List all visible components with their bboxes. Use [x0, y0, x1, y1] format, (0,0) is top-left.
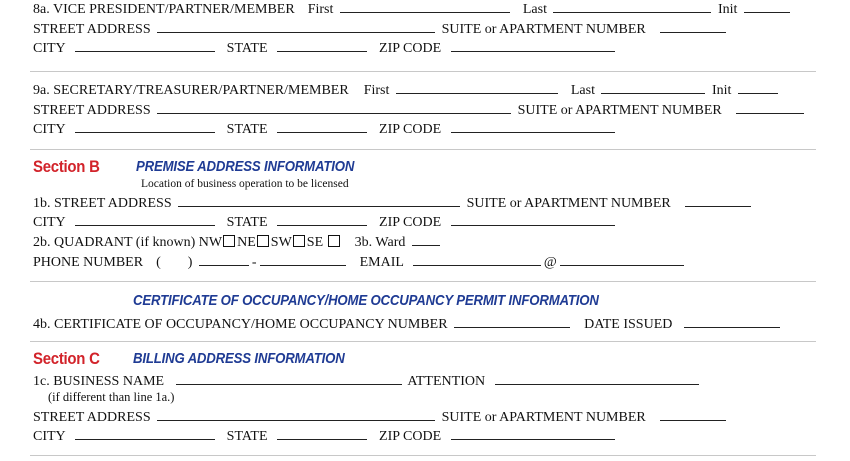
- sec-name-row: [33, 81, 781, 99]
- premise-street-row: [33, 194, 754, 212]
- vp-zip-label: ZIP CODE: [379, 41, 442, 56]
- email-user-field[interactable]: [413, 253, 541, 266]
- section-b-title: PREMISE ADDRESS INFORMATION: [136, 158, 355, 175]
- quadrant-label: 2b. QUADRANT (if known): [33, 235, 196, 250]
- billing-street-label: STREET ADDRESS: [33, 410, 151, 425]
- billing-business-field[interactable]: [176, 372, 402, 385]
- sec-street-row: [33, 101, 807, 119]
- premise-state-field[interactable]: [277, 213, 367, 226]
- sec-last-field[interactable]: [601, 81, 705, 94]
- premise-zip-field[interactable]: [451, 213, 615, 226]
- vp-zip-field[interactable]: [451, 39, 615, 52]
- phone-dash: -: [251, 255, 257, 270]
- billing-city-label: CITY: [33, 429, 66, 444]
- vp-first-label: First: [307, 2, 334, 17]
- phone-paren-open: (: [156, 255, 161, 270]
- vp-first-field[interactable]: [340, 0, 510, 13]
- vp-street-field[interactable]: [157, 20, 435, 33]
- sec-suite-label: SUITE or APARTMENT NUMBER: [517, 103, 722, 118]
- billing-state-field[interactable]: [277, 427, 367, 440]
- sec-city-label: CITY: [33, 122, 66, 137]
- divider: [30, 455, 816, 456]
- quadrant-nw-checkbox[interactable]: [223, 235, 235, 247]
- cofo-row: [33, 315, 783, 333]
- billing-zip-field[interactable]: [451, 427, 615, 440]
- billing-business-row: [33, 372, 702, 390]
- vp-state-field[interactable]: [277, 39, 367, 52]
- vp-city-row: [33, 39, 618, 57]
- billing-attention-label: ATTENTION: [407, 374, 486, 389]
- sec-suite-field[interactable]: [736, 101, 804, 114]
- premise-city-label: CITY: [33, 215, 66, 230]
- premise-suite-field[interactable]: [685, 194, 751, 207]
- phone-paren-close: ): [187, 255, 193, 270]
- sec-street-label: STREET ADDRESS: [33, 103, 151, 118]
- phone-line-field[interactable]: [260, 253, 346, 266]
- vp-last-label: Last: [522, 2, 547, 17]
- quadrant-row: [33, 233, 443, 251]
- sec-state-field[interactable]: [277, 120, 367, 133]
- sec-last-label: Last: [570, 83, 595, 98]
- premise-state-label: STATE: [226, 215, 268, 230]
- sec-zip-label: ZIP CODE: [379, 122, 442, 137]
- quadrant-se-label: SE: [306, 235, 324, 250]
- sec-state-label: STATE: [226, 122, 268, 137]
- section-b-label: Section B: [33, 157, 100, 176]
- quadrant-se-checkbox[interactable]: [328, 235, 340, 247]
- section-c-label: Section C: [33, 349, 100, 368]
- sec-street-field[interactable]: [157, 101, 511, 114]
- premise-city-row: [33, 213, 618, 231]
- sec-zip-field[interactable]: [451, 120, 615, 133]
- vp-init-label: Init: [717, 2, 738, 17]
- ward-field[interactable]: [412, 233, 440, 246]
- billing-suite-label: SUITE or APARTMENT NUMBER: [441, 410, 646, 425]
- billing-attention-field[interactable]: [495, 372, 699, 385]
- vp-state-label: STATE: [226, 41, 268, 56]
- cofo-number-field[interactable]: [454, 315, 570, 328]
- vp-street-row: [33, 20, 729, 38]
- quadrant-sw-label: SW: [270, 235, 292, 250]
- sec-city-field[interactable]: [75, 120, 215, 133]
- quadrant-ne-label: NE: [237, 235, 256, 250]
- email-label: EMAIL: [359, 255, 404, 270]
- billing-city-row: [33, 427, 618, 445]
- premise-zip-label: ZIP CODE: [379, 215, 442, 230]
- billing-suite-field[interactable]: [660, 408, 726, 421]
- quadrant-sw-checkbox[interactable]: [293, 235, 305, 247]
- sec-first-field[interactable]: [396, 81, 558, 94]
- quadrant-nw-label: NW: [198, 235, 223, 250]
- billing-zip-label: ZIP CODE: [379, 429, 442, 444]
- vp-last-field[interactable]: [553, 0, 711, 13]
- divider: [30, 341, 816, 342]
- ward-label: 3b. Ward: [354, 235, 406, 250]
- phone-prefix-field[interactable]: [199, 253, 249, 266]
- vp-init-field[interactable]: [744, 0, 790, 13]
- section-b-note: Location of business operation to be licensed: [141, 178, 349, 190]
- premise-street-field[interactable]: [178, 194, 460, 207]
- email-domain-field[interactable]: [560, 253, 684, 266]
- vp-suite-label: SUITE or APARTMENT NUMBER: [441, 22, 646, 37]
- divider: [30, 71, 816, 72]
- section-c-title: BILLING ADDRESS INFORMATION: [133, 350, 345, 367]
- billing-city-field[interactable]: [75, 427, 215, 440]
- sec-label: 9a. SECRETARY/TREASURER/PARTNER/MEMBER: [33, 83, 349, 98]
- phone-row: [33, 253, 687, 271]
- vp-city-field[interactable]: [75, 39, 215, 52]
- vp-city-label: CITY: [33, 41, 66, 56]
- premise-street-label: 1b. STREET ADDRESS: [33, 196, 172, 211]
- vp-street-label: STREET ADDRESS: [33, 22, 151, 37]
- premise-city-field[interactable]: [75, 213, 215, 226]
- divider: [30, 149, 816, 150]
- sec-init-field[interactable]: [738, 81, 778, 94]
- sec-first-label: First: [363, 83, 390, 98]
- vp-name-row: [33, 0, 793, 18]
- vp-suite-field[interactable]: [660, 20, 726, 33]
- cofo-date-field[interactable]: [684, 315, 780, 328]
- divider: [30, 281, 816, 282]
- sec-city-row: [33, 120, 618, 138]
- premise-suite-label: SUITE or APARTMENT NUMBER: [466, 196, 671, 211]
- cofo-number-label: 4b. CERTIFICATE OF OCCUPANCY/HOME OCCUPANCY NUMBER: [33, 317, 448, 332]
- sec-init-label: Init: [711, 83, 732, 98]
- billing-street-field[interactable]: [157, 408, 435, 421]
- email-at: @: [543, 255, 557, 270]
- vp-label: 8a. VICE PRESIDENT/PARTNER/MEMBER: [33, 2, 295, 17]
- billing-business-label: 1c. BUSINESS NAME: [33, 374, 165, 389]
- cofo-date-label: DATE ISSUED: [584, 317, 673, 332]
- cofo-title: CERTIFICATE OF OCCUPANCY/HOME OCCUPANCY PERMIT INFORMATION: [133, 292, 599, 309]
- billing-state-label: STATE: [226, 429, 268, 444]
- billing-street-row: [33, 408, 729, 426]
- quadrant-ne-checkbox[interactable]: [257, 235, 269, 247]
- phone-label: PHONE NUMBER: [33, 255, 144, 270]
- billing-business-note: (if different than line 1a.): [48, 390, 175, 404]
